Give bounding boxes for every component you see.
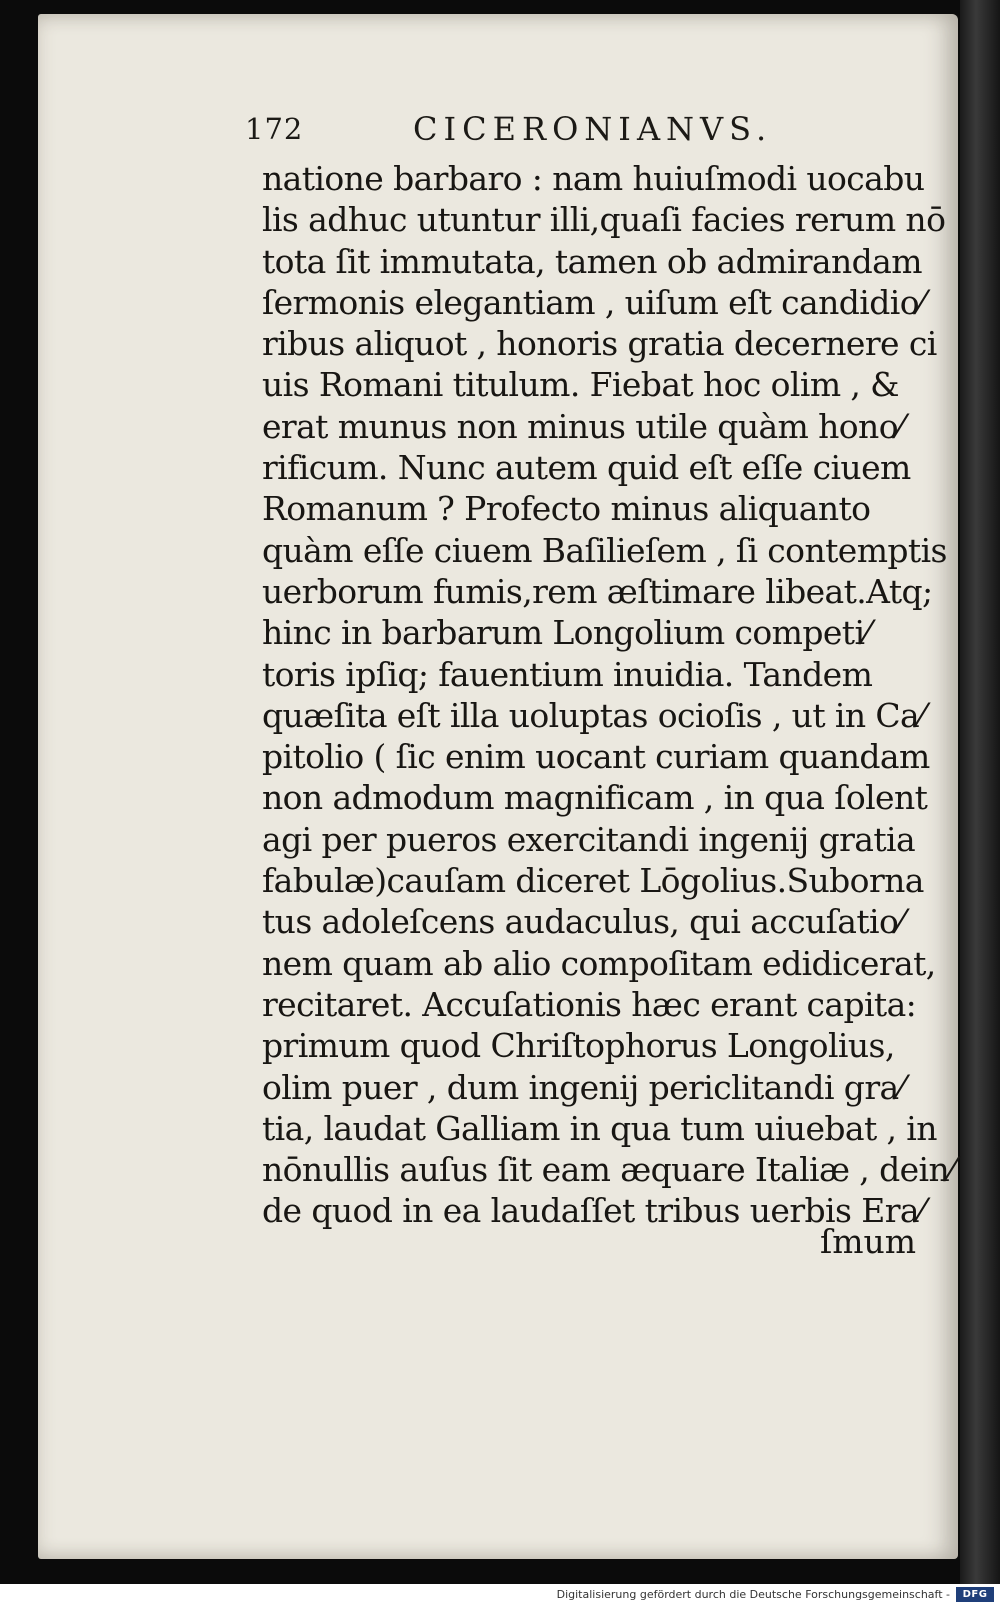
text-line: de quod in ea laudaſſet tribus uerbis Era⁄ bbox=[262, 1191, 924, 1231]
text-line: erat munus non minus utile quàm hono⁄ bbox=[262, 406, 903, 446]
text-line: olim puer , dum ingenij periclitandi gra⁄ bbox=[262, 1067, 904, 1107]
text-line: agi per pueros exercitandi ingenij gratia bbox=[262, 819, 916, 859]
text-line: natione barbaro : nam huiuſmodi uocabu bbox=[262, 159, 925, 198]
text-line: lis adhuc utuntur illi,quaſi facies rerum nō bbox=[262, 200, 946, 240]
digitization-credit: Digitalisierung gefördert durch die Deutsche Forschungsgemeinschaft - bbox=[556, 1588, 950, 1601]
text-line: nem quam ab alio compoſitam edidicerat, bbox=[262, 943, 936, 983]
text-block bbox=[262, 158, 955, 1232]
text-line: quàm eſſe ciuem Baſilieſem , ſi contemptis bbox=[262, 530, 947, 570]
text-line: tota ſit immutata, tamen ob admirandam bbox=[262, 241, 922, 281]
text-line: hinc in barbarum Longolium competi⁄ bbox=[262, 613, 870, 653]
text-line: fabulæ)cauſam diceret Lōgolius.Suborna bbox=[262, 861, 924, 901]
text-line: nōnullis auſus ſit eam æquare Italiæ , dein⁄ bbox=[262, 1150, 955, 1190]
text-line: quæſita eſt illa uoluptas ocioſis , ut in Ca⁄ bbox=[262, 695, 925, 735]
text-line: uis Romani titulum. Fiebat hoc olim , & bbox=[262, 365, 899, 405]
text-line: Romanum ? Profecto minus aliquanto bbox=[262, 489, 871, 529]
dfg-logo: DFG bbox=[956, 1587, 994, 1602]
text-line: toris ipſiq; fauentium inuidia. Tandem bbox=[262, 654, 873, 694]
book-edge bbox=[960, 0, 1000, 1584]
text-line: rificum. Nunc autem quid eſt eſſe ciuem bbox=[262, 448, 911, 488]
text-line: recitaret. Accuſationis hæc erant capita: bbox=[262, 984, 917, 1024]
page-number: 172 bbox=[245, 112, 304, 146]
text-line: non admodum magnificam , in qua ſolent bbox=[262, 778, 928, 818]
text-line: primum quod Chriſtophorus Longolius, bbox=[262, 1026, 895, 1066]
running-head: CICERONIANVS. bbox=[413, 110, 773, 148]
text-line: uerborum fumis,rem æſtimare libeat.Atq; bbox=[262, 571, 933, 611]
text-line: pitolio ( ſic enim uocant curiam quandam bbox=[262, 737, 930, 777]
text-line: ſermonis elegantiam , uiſum eſt candidio⁄ bbox=[262, 282, 924, 322]
catchword: ſmum bbox=[820, 1222, 917, 1261]
text-line: tia, laudat Galliam in qua tum uiuebat , in bbox=[262, 1108, 937, 1148]
text-line: tus adoleſcens audaculus, qui accuſatio⁄ bbox=[262, 902, 904, 942]
text-line: ribus aliquot , honoris gratia decernere ci bbox=[262, 324, 937, 364]
page-header bbox=[245, 108, 805, 152]
